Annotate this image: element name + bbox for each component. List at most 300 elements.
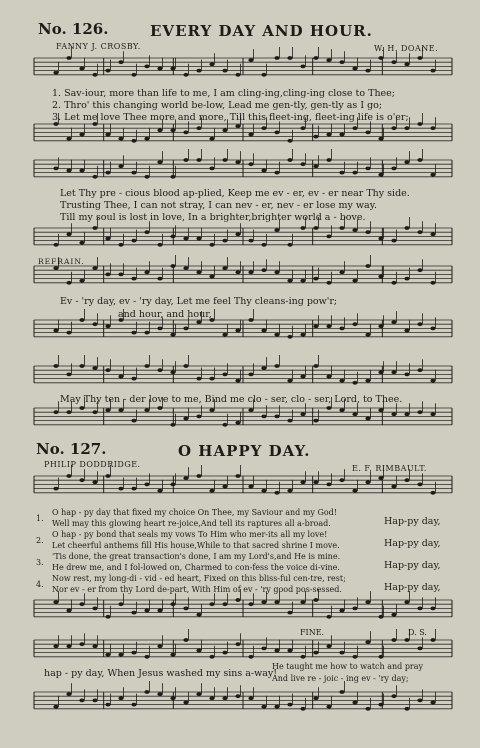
note-head xyxy=(66,474,71,478)
note-head xyxy=(352,607,357,611)
note-head xyxy=(417,410,422,414)
note-head xyxy=(391,320,396,324)
note-head xyxy=(183,364,188,368)
note-head xyxy=(326,324,331,328)
note-head xyxy=(430,491,435,495)
note-head xyxy=(313,226,318,230)
note-head xyxy=(209,408,214,412)
note-head xyxy=(404,600,409,604)
note-head xyxy=(248,373,253,377)
note-head xyxy=(417,607,422,611)
note-head xyxy=(300,600,305,604)
note-head xyxy=(352,126,357,130)
note-head xyxy=(417,122,422,126)
note-head xyxy=(157,609,162,613)
note-head xyxy=(53,410,58,414)
note-head xyxy=(209,167,214,171)
note-head xyxy=(66,169,71,173)
note-head xyxy=(326,133,331,137)
verse-line: He drew me, and I fol-lowed on, Charmed to con-fess the voice di-vine. xyxy=(52,563,340,572)
note-head xyxy=(222,602,227,606)
verse-number: 2. xyxy=(36,536,44,545)
note-head xyxy=(300,412,305,416)
note-head xyxy=(248,162,253,166)
verse-line: Let Thy pre - cious blood ap-plied, Keep me ev - er, ev - er near Thy side. xyxy=(60,188,410,199)
note-head xyxy=(326,483,331,487)
verse-line: 'Tis done, the great transaction's done, I am my Lord's,and He is mine. xyxy=(52,552,341,561)
note-head xyxy=(105,653,110,657)
note-head xyxy=(209,243,214,247)
note-head xyxy=(352,412,357,416)
note-head xyxy=(144,655,149,659)
note-head xyxy=(196,692,201,696)
note-head xyxy=(313,696,318,700)
verse-line: O hap - py bond that seals my vows To Him who mer-its all my love! xyxy=(52,530,328,539)
note-head xyxy=(300,480,305,484)
note-head xyxy=(79,602,84,606)
note-head xyxy=(430,281,435,285)
lyricist-credit: PHILIP DODDRIDGE. xyxy=(44,460,141,469)
note-head xyxy=(274,333,279,337)
refrain-line: and hour, and hour, xyxy=(118,309,212,320)
note-head xyxy=(183,607,188,611)
note-head xyxy=(365,264,370,268)
note-head xyxy=(287,243,292,247)
note-head xyxy=(352,381,357,385)
note-head xyxy=(391,60,396,64)
note-head xyxy=(235,642,240,646)
response-text: Hap-py day, xyxy=(384,538,441,549)
verse-line: Till my soul is lost in love, In a brighter,brighter world a - bove. xyxy=(60,212,366,223)
note-head xyxy=(157,277,162,281)
note-head xyxy=(417,322,422,326)
note-head xyxy=(144,690,149,694)
note-head xyxy=(144,230,149,234)
note-head xyxy=(261,415,266,419)
note-head xyxy=(157,327,162,331)
note-head xyxy=(391,412,396,416)
note-head xyxy=(248,696,253,700)
note-head xyxy=(222,239,227,243)
note-head xyxy=(92,410,97,414)
note-head xyxy=(209,275,214,279)
note-head xyxy=(391,281,396,285)
lyricist-credit: FANNY J. CROSBY. xyxy=(56,42,141,51)
note-head xyxy=(92,175,97,179)
note-head xyxy=(79,318,84,322)
note-head xyxy=(131,239,136,243)
note-head xyxy=(391,613,396,617)
note-head xyxy=(66,692,71,696)
refrain-line: Ev - 'ry day, ev - 'ry day, Let me feel Thy cleans-ing pow'r; xyxy=(60,296,338,307)
note-head xyxy=(339,379,344,383)
note-head xyxy=(105,69,110,73)
note-head xyxy=(287,611,292,615)
note-head xyxy=(300,226,305,230)
note-head xyxy=(274,491,279,495)
note-head xyxy=(157,67,162,71)
note-head xyxy=(183,476,188,480)
note-head xyxy=(144,175,149,179)
note-head xyxy=(209,377,214,381)
note-head xyxy=(235,329,240,333)
note-head xyxy=(352,171,357,175)
note-head xyxy=(144,137,149,141)
note-head xyxy=(300,65,305,69)
note-head xyxy=(313,324,318,328)
note-head xyxy=(157,128,162,132)
note-head xyxy=(430,379,435,383)
note-head xyxy=(144,408,149,412)
verse-number: 4. xyxy=(36,580,44,589)
note-head xyxy=(66,609,71,613)
fine-marking: FINE. xyxy=(300,628,325,637)
note-head xyxy=(183,237,188,241)
response-text: Hap-py day, xyxy=(384,582,441,593)
note-head xyxy=(287,279,292,283)
note-head xyxy=(404,226,409,230)
refrain-line: May Thy ten - der love to me, Bind me clo - ser, clo - ser, Lord, to Thee. xyxy=(60,394,403,405)
note-head xyxy=(222,128,227,132)
note-head xyxy=(287,703,292,707)
note-head xyxy=(417,268,422,272)
note-head xyxy=(274,270,279,274)
note-head xyxy=(79,279,84,283)
note-head xyxy=(326,281,331,285)
note-head xyxy=(339,60,344,64)
note-head xyxy=(92,699,97,703)
note-head xyxy=(274,415,279,419)
note-head xyxy=(300,279,305,283)
note-head xyxy=(92,226,97,230)
note-head xyxy=(339,478,344,482)
note-head xyxy=(66,232,71,236)
note-head xyxy=(248,655,253,659)
note-head xyxy=(53,705,58,709)
note-head xyxy=(235,73,240,77)
note-head xyxy=(92,480,97,484)
note-head xyxy=(261,268,266,272)
note-head xyxy=(209,137,214,141)
note-head xyxy=(352,655,357,659)
note-head xyxy=(404,277,409,281)
note-head xyxy=(53,600,58,604)
note-head xyxy=(183,417,188,421)
note-head xyxy=(339,327,344,331)
note-head xyxy=(261,169,266,173)
note-head xyxy=(105,474,110,478)
note-head xyxy=(131,611,136,615)
note-head xyxy=(105,324,110,328)
note-head xyxy=(326,406,331,410)
note-head xyxy=(365,600,370,604)
note-head xyxy=(404,62,409,66)
note-head xyxy=(313,164,318,168)
note-head xyxy=(222,696,227,700)
note-head xyxy=(365,333,370,337)
note-head xyxy=(79,478,84,482)
note-head xyxy=(209,489,214,493)
note-head xyxy=(365,480,370,484)
note-head xyxy=(222,651,227,655)
note-head xyxy=(365,707,370,711)
note-head xyxy=(300,333,305,337)
note-head xyxy=(287,335,292,339)
note-head xyxy=(66,373,71,377)
note-head xyxy=(365,131,370,135)
note-head xyxy=(118,137,123,141)
note-head xyxy=(261,126,266,130)
composer-credit: E. F. RIMBAULT. xyxy=(352,464,427,473)
note-head xyxy=(131,171,136,175)
note-head xyxy=(430,69,435,73)
note-head xyxy=(248,270,253,274)
note-head xyxy=(92,366,97,370)
note-head xyxy=(248,485,253,489)
note-head xyxy=(365,379,370,383)
note-head xyxy=(287,56,292,60)
note-head xyxy=(92,73,97,77)
note-head xyxy=(235,379,240,383)
note-head xyxy=(248,239,253,243)
note-head xyxy=(222,266,227,270)
note-head xyxy=(404,329,409,333)
note-head xyxy=(196,474,201,478)
note-head xyxy=(79,133,84,137)
note-head xyxy=(105,615,110,619)
note-head xyxy=(79,406,84,410)
note-head xyxy=(417,56,422,60)
verse-number: 1. xyxy=(36,514,44,523)
note-head xyxy=(144,65,149,69)
note-head xyxy=(118,653,123,657)
note-head xyxy=(274,228,279,232)
note-head xyxy=(53,71,58,75)
note-head xyxy=(183,73,188,77)
note-head xyxy=(53,329,58,333)
note-head xyxy=(118,487,123,491)
note-head xyxy=(248,408,253,412)
verse-line: Trusting Thee, I can not stray, I can nev - er, nev - er lose my way. xyxy=(60,200,377,211)
note-head xyxy=(326,644,331,648)
note-head xyxy=(53,487,58,491)
note-head xyxy=(417,368,422,372)
note-head xyxy=(339,171,344,175)
note-head xyxy=(157,160,162,164)
note-head xyxy=(261,705,266,709)
note-head xyxy=(326,58,331,62)
verse-line: Now rest, my long-di - vid - ed heart, Fixed on this bliss-ful cen-tre, rest; xyxy=(52,574,346,583)
note-head xyxy=(313,277,318,281)
refrain-label: REFRAIN. xyxy=(38,257,85,266)
note-head xyxy=(196,158,201,162)
note-head xyxy=(391,638,396,642)
note-head xyxy=(66,644,71,648)
note-head xyxy=(274,649,279,653)
note-head xyxy=(352,701,357,705)
note-head xyxy=(339,226,344,230)
note-head xyxy=(391,370,396,374)
note-head xyxy=(391,239,396,243)
note-head xyxy=(92,644,97,648)
note-head xyxy=(404,373,409,377)
note-head xyxy=(287,139,292,143)
note-head xyxy=(53,266,58,270)
note-head xyxy=(209,696,214,700)
note-head xyxy=(157,368,162,372)
note-head xyxy=(417,699,422,703)
note-head xyxy=(118,243,123,247)
note-head xyxy=(313,56,318,60)
note-head xyxy=(222,69,227,73)
note-head xyxy=(79,241,84,245)
note-head xyxy=(183,266,188,270)
verse-number: 3. xyxy=(36,558,44,567)
note-head xyxy=(144,364,149,368)
note-head xyxy=(261,73,266,77)
note-head xyxy=(339,133,344,137)
note-head xyxy=(391,126,396,130)
response-text: Hap-py day, xyxy=(384,516,441,527)
note-head xyxy=(365,640,370,644)
note-head xyxy=(118,696,123,700)
note-head xyxy=(326,375,331,379)
note-head xyxy=(417,158,422,162)
note-head xyxy=(300,655,305,659)
note-head xyxy=(196,377,201,381)
note-head xyxy=(365,167,370,171)
verse-line: O hap - py day that fixed my choice On Thee, my Saviour and my God! xyxy=(52,508,338,517)
note-head xyxy=(196,613,201,617)
note-head xyxy=(157,644,162,648)
note-head xyxy=(287,649,292,653)
note-head xyxy=(131,277,136,281)
note-head xyxy=(313,598,318,602)
note-head xyxy=(261,243,266,247)
note-head xyxy=(105,703,110,707)
note-head xyxy=(404,412,409,416)
verse-line: Let cheerful anthems fill His house,While to that sacred shrine I move. xyxy=(52,541,340,550)
note-head xyxy=(53,167,58,171)
note-head xyxy=(105,237,110,241)
note-head xyxy=(261,366,266,370)
note-head xyxy=(404,126,409,130)
note-head xyxy=(235,474,240,478)
note-head xyxy=(131,651,136,655)
note-head xyxy=(417,230,422,234)
note-head xyxy=(183,327,188,331)
chorus-line: hap - py day, When Jesus washed my sins a-way! xyxy=(44,668,278,679)
note-head xyxy=(66,56,71,60)
note-head xyxy=(326,158,331,162)
note-head xyxy=(53,644,58,648)
note-head xyxy=(365,230,370,234)
note-head xyxy=(248,58,253,62)
note-head xyxy=(183,158,188,162)
hymn-title: O HAPPY DAY. xyxy=(178,442,311,460)
note-head xyxy=(196,415,201,419)
note-head xyxy=(92,266,97,270)
note-head xyxy=(430,412,435,416)
note-head xyxy=(222,373,227,377)
note-head xyxy=(157,243,162,247)
note-head xyxy=(131,331,136,335)
note-head xyxy=(92,607,97,611)
note-head xyxy=(235,232,240,236)
note-head xyxy=(300,126,305,130)
note-head xyxy=(79,699,84,703)
note-head xyxy=(157,406,162,410)
note-head xyxy=(131,703,136,707)
ds-marking: D. S. xyxy=(408,628,427,637)
note-head xyxy=(144,609,149,613)
verse-line: Well may this glowing heart re-joice,And tell its raptures all a-broad. xyxy=(52,519,331,528)
note-head xyxy=(339,651,344,655)
note-head xyxy=(53,364,58,368)
note-head xyxy=(144,331,149,335)
note-head xyxy=(196,126,201,130)
note-head xyxy=(196,270,201,274)
composer-credit: W. H. DOANE. xyxy=(374,44,439,53)
note-head xyxy=(313,480,318,484)
note-head xyxy=(404,707,409,711)
note-head xyxy=(365,417,370,421)
note-head xyxy=(339,609,344,613)
note-head xyxy=(105,171,110,175)
note-head xyxy=(430,173,435,177)
note-head xyxy=(261,600,266,604)
note-head xyxy=(183,638,188,642)
note-head xyxy=(287,419,292,423)
verse-line: Nor ev - er from thy Lord de-part, With Him of ev - 'ry good pos-sessed. xyxy=(52,585,342,594)
note-head xyxy=(157,692,162,696)
note-head xyxy=(105,273,110,277)
note-head xyxy=(105,408,110,412)
note-head xyxy=(287,158,292,162)
note-head xyxy=(118,60,123,64)
chorus-alt-line: He taught me how to watch and pray xyxy=(272,662,424,671)
note-head xyxy=(235,694,240,698)
note-head xyxy=(196,69,201,73)
note-head xyxy=(430,327,435,331)
note-head xyxy=(222,485,227,489)
chorus-alt-line: And live re - joic - ing ev - 'ry day; xyxy=(272,674,409,683)
note-head xyxy=(326,235,331,239)
note-head xyxy=(300,707,305,711)
note-head xyxy=(417,647,422,651)
note-head xyxy=(222,333,227,337)
note-head xyxy=(430,638,435,642)
note-head xyxy=(118,164,123,168)
note-head xyxy=(235,270,240,274)
note-head xyxy=(261,489,266,493)
note-head xyxy=(274,705,279,709)
note-head xyxy=(144,270,149,274)
note-head xyxy=(157,489,162,493)
note-head xyxy=(404,160,409,164)
note-head xyxy=(131,73,136,77)
note-head xyxy=(105,133,110,137)
note-head xyxy=(131,139,136,143)
note-head xyxy=(326,705,331,709)
note-head xyxy=(235,421,240,425)
note-head xyxy=(222,423,227,427)
note-head xyxy=(365,69,370,73)
hymn-number: No. 127. xyxy=(36,440,107,458)
note-head xyxy=(209,655,214,659)
note-head xyxy=(352,489,357,493)
note-head xyxy=(183,131,188,135)
